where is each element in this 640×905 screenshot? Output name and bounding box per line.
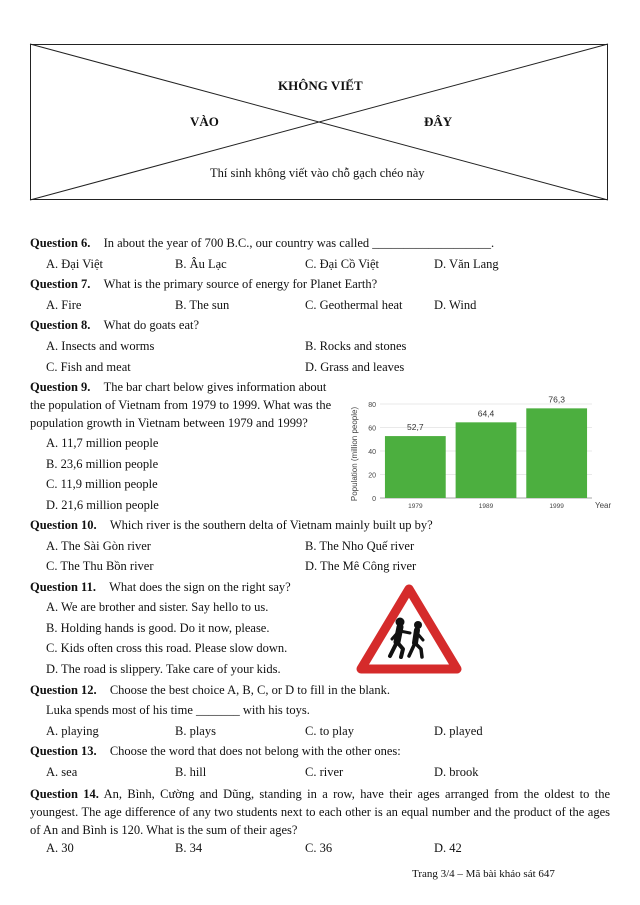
question-text-line: The bar chart below gives information about [103,380,327,394]
option-d[interactable]: D. brook [434,765,479,779]
option-c[interactable]: C. Fish and meat [46,360,131,374]
x-tick-label: 1989 [478,503,494,510]
question-12 [30,683,390,698]
question-text: Choose the best choice A, B, C, or D to fill in the blank. [109,683,390,697]
bar-1999 [526,408,587,498]
option-d[interactable]: D. The road is slippery. Take care of your kids. [46,662,281,676]
option-b[interactable]: B. 23,6 million people [46,457,159,471]
question-label: Question 8. [30,318,91,332]
option-c[interactable]: C. Kids often cross this road. Please slow down. [46,641,288,655]
option-a[interactable]: A. sea [46,765,78,779]
option-b[interactable]: B. plays [175,724,216,738]
option-a[interactable]: A. The Sài Gòn river [46,539,151,553]
question-13 [30,744,401,759]
option-c[interactable]: C. The Thu Bồn river [46,559,154,573]
question-text: What do goats eat? [103,318,200,332]
question-text-line: the population of Vietnam from 1979 to 1999. What was the [30,398,332,412]
option-d[interactable]: D. Văn Lang [434,257,499,271]
option-d[interactable]: D. Wind [434,298,477,312]
bar-value-label: 52,7 [407,422,424,433]
question-10 [30,518,433,533]
question-label: Question 13. [30,744,97,758]
question-text: Choose the word that does not belong with the other ones: [109,744,401,758]
option-c[interactable]: C. river [305,765,344,779]
y-tick-label: 20 [368,472,376,480]
question-label: Question 14. [30,787,99,801]
x-tick-label: 1999 [549,503,564,510]
option-a[interactable]: A. We are brother and sister. Say hello to us. [46,600,269,614]
question-label: Question 11. [30,580,96,594]
option-d[interactable]: D. Grass and leaves [305,360,405,374]
box-text-vao: VÀO [190,114,219,129]
question-label: Question 10. [30,518,97,532]
option-d[interactable]: D. The Mê Công river [305,559,417,573]
box-text-khong-viet: KHÔNG VIẾT [278,78,363,93]
option-a[interactable]: A. 30 [46,841,74,855]
option-c[interactable]: C. to play [305,724,354,738]
bar-value-label: 64,4 [477,408,495,419]
option-a[interactable]: A. playing [46,724,99,738]
question-label: Question 6. [30,236,91,250]
question-label: Question 12. [30,683,97,697]
question-14 [30,785,610,839]
option-d[interactable]: D. 42 [434,841,462,855]
question-label: Question 7. [30,277,91,291]
option-a[interactable]: A. Đại Việt [46,257,103,271]
y-tick-label: 40 [368,449,376,456]
option-a[interactable]: A. Insects and worms [46,339,155,353]
option-a[interactable]: A. 11,7 million people [46,436,159,450]
question-text: Which river is the southern delta of Vietnam mainly built up by? [109,518,433,532]
question-text: What does the sign on the right say? [109,580,291,594]
bar-1979 [385,436,446,498]
option-b[interactable]: B. Holding hands is good. Do it now, please. [46,621,270,635]
bar-value-label: 76,3 [548,394,565,405]
children-crossing-sign [357,585,461,673]
bar-1989 [456,422,517,498]
question-text-line: population growth in Vietnam between 1979 and 1999? [30,416,308,430]
y-tick-label: 0 [372,496,376,503]
fill-blank-sentence: Luka spends most of his time _______ with his toys. [46,703,310,717]
y-axis-label: Population (million people) [350,406,359,502]
question-7 [30,277,377,292]
no-write-box [30,44,608,200]
option-b[interactable]: B. 34 [175,841,203,855]
option-b[interactable]: B. Rocks and stones [305,339,407,353]
option-c[interactable]: C. Đại Cồ Việt [305,257,380,271]
option-b[interactable]: B. hill [175,765,207,779]
option-c[interactable]: C. 36 [305,841,333,855]
box-note: Thí sinh không viết vào chỗ gạch chéo này [210,166,425,180]
option-d[interactable]: D. played [434,724,483,738]
box-text-day: ĐÂY [424,114,453,129]
x-axis-label: Year [595,501,612,510]
question-11 [30,580,291,595]
question-8 [30,318,199,333]
option-d[interactable]: D. 21,6 million people [46,498,159,512]
option-c[interactable]: C. 11,9 million people [46,477,158,491]
option-b[interactable]: B. The sun [175,298,230,312]
question-9 [30,380,326,395]
x-tick-label: 1979 [408,503,423,510]
y-tick-label: 60 [368,425,376,433]
y-tick-label: 80 [368,402,376,409]
option-c[interactable]: C. Geothermal heat [305,298,403,312]
question-6 [30,236,494,251]
question-text: What is the primary source of energy for Planet Earth? [103,277,378,291]
option-b[interactable]: B. The Nho Quế river [305,539,415,553]
option-a[interactable]: A. Fire [46,298,82,312]
page-footer: Trang 3/4 – Mã bài khảo sát 647 [412,868,555,880]
question-text: In about the year of 700 B.C., our country was called ___________________. [103,236,495,250]
question-text: An, Bình, Cường and Dũng, standing in a row, have their ages arranged from the oldest to the youngest. The age difference of any two students next to each other is an equal number and the product of the ages of An and Bình is 120. What is the sum of their ages? [30,787,611,837]
question-label: Question 9. [30,380,91,394]
option-b[interactable]: B. Âu Lạc [175,257,227,271]
population-bar-chart [346,390,612,515]
